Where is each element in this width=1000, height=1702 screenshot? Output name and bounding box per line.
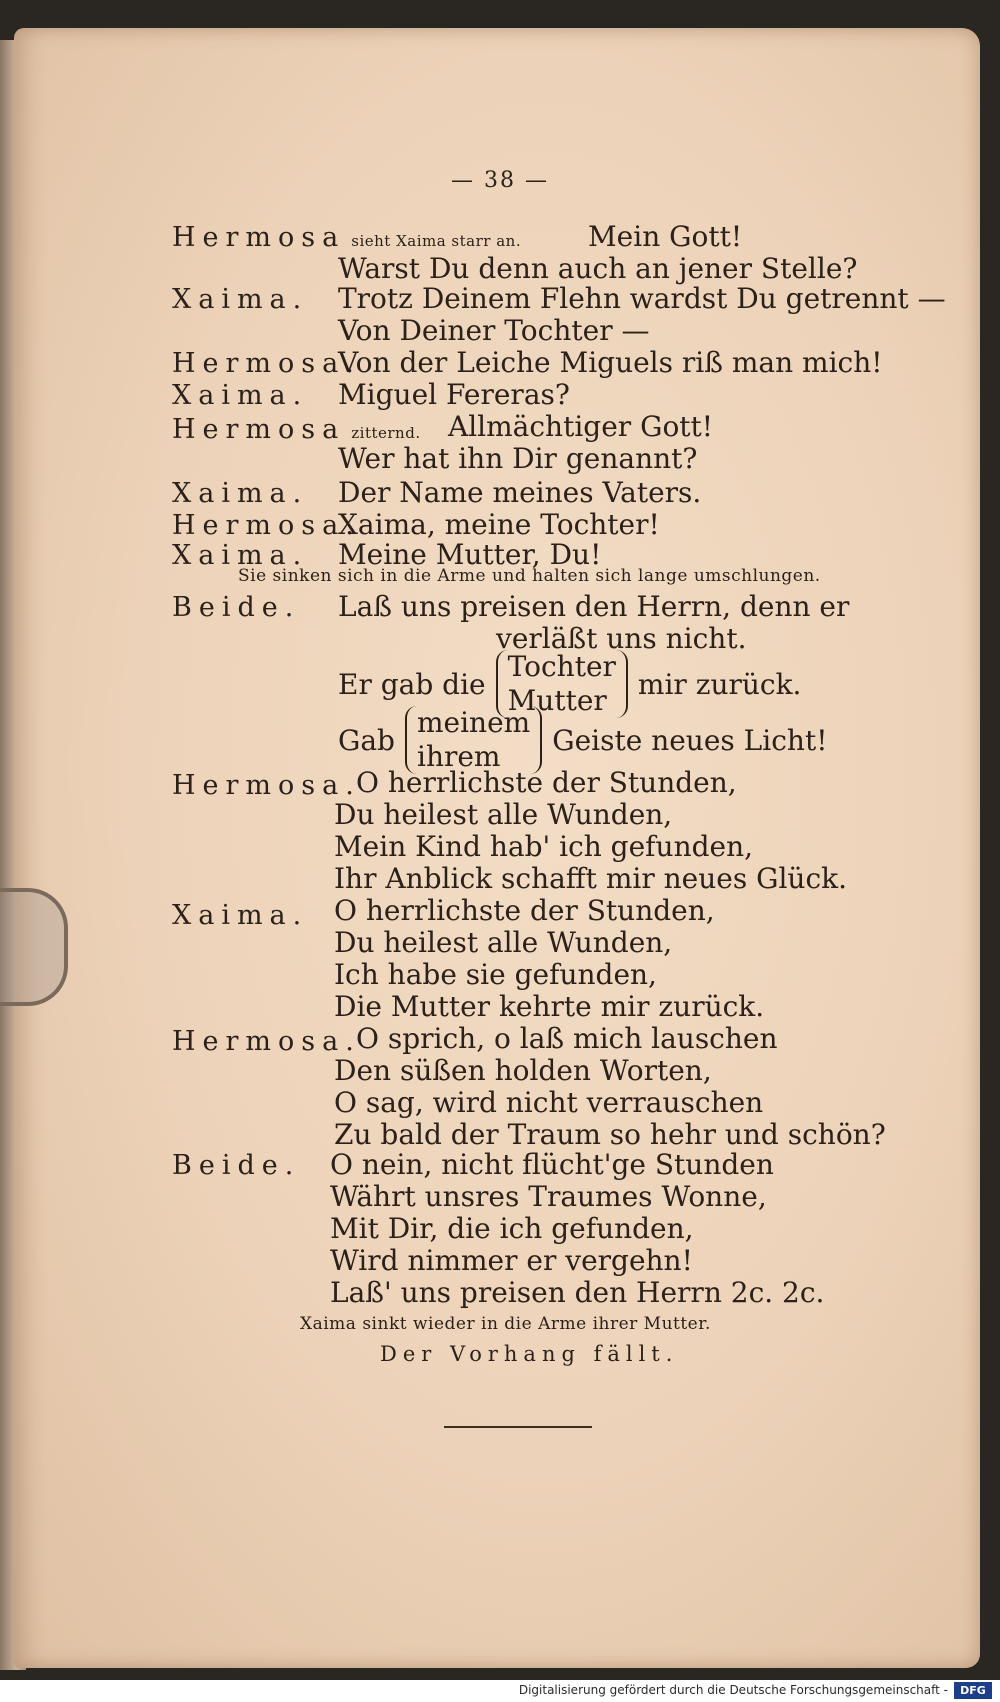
brace-line (338, 706, 827, 774)
dialogue-line: Du heilest alle Wunden, (334, 926, 673, 959)
dialogue-line: Xaima, meine Tochter! (338, 508, 660, 541)
speaker-label: Hermosa. (172, 348, 361, 379)
footer-bar (0, 1680, 1000, 1702)
dialogue-line: O herrlichste der Stunden, (356, 766, 737, 799)
dialogue-line: Mein Kind hab' ich gefunden, (334, 830, 754, 863)
dialogue-line: O herrlichste der Stunden, (334, 894, 715, 927)
closing-rule (444, 1426, 592, 1428)
page-clip (0, 888, 68, 1006)
dialogue-line: Laß' uns preisen den Herrn 2c. 2c. (330, 1276, 825, 1309)
page-number: — 38 — (451, 168, 549, 193)
stage-direction: Xaima sinkt wieder in die Arme ihrer Mutter. (300, 1314, 711, 1334)
brace-suffix: mir zurück. (637, 667, 802, 701)
dialogue-line: Miguel Fereras? (338, 378, 570, 411)
brace-option: ihrem (416, 740, 501, 773)
dialogue-line: Allmächtiger Gott! (448, 410, 714, 443)
speaker-label: Xaima. (172, 900, 309, 931)
speaker-label: Hermosa. (172, 770, 361, 801)
speaker-label: Beide. (172, 1150, 301, 1181)
speaker-label: Xaima. (172, 478, 309, 509)
speaker-label (172, 222, 521, 253)
dialogue-line: Zu bald der Traum so hehr und schön? (334, 1118, 886, 1151)
brace-option: Mutter (507, 684, 607, 717)
brace-prefix: Er gab die (338, 667, 486, 701)
dialogue-line: Den süßen holden Worten, (334, 1054, 712, 1087)
dialogue-line: Trotz Deinem Flehn wardst Du getrennt — (338, 282, 946, 315)
dialogue-line: Mit Dir, die ich gefunden, (330, 1212, 694, 1245)
dialogue-line: Ich habe sie gefunden, (334, 958, 657, 991)
dialogue-line: Von Deiner Tochter — (338, 314, 650, 347)
footer-credit: Digitalisierung gefördert durch die Deutsche Forschungsgemeinschaft - (518, 1683, 948, 1697)
dialogue-line: Wird nimmer er vergehn! (330, 1244, 693, 1277)
speaker-name: Hermosa (172, 222, 346, 253)
speaker-label: Xaima. (172, 540, 309, 571)
dialogue-line: Warst Du denn auch an jener Stelle? (338, 252, 858, 285)
speaker-label: Hermosa. (172, 1026, 361, 1057)
brace-suffix: Geiste neues Licht! (552, 723, 828, 757)
stage-direction-inline: zitternd. (351, 424, 421, 442)
dialogue-line: Laß uns preisen den Herrn, denn er (338, 590, 850, 623)
speaker-label: Beide. (172, 592, 301, 623)
speaker-label (172, 414, 421, 445)
dialogue-line: verläßt uns nicht. (496, 622, 747, 655)
speaker-label: Xaima. (172, 284, 309, 315)
brace-option: Tochter (507, 650, 616, 683)
dialogue-line: O sprich, o laß mich lauschen (356, 1022, 778, 1055)
brace-prefix: Gab (338, 723, 395, 757)
dialogue-line: Du heilest alle Wunden, (334, 798, 673, 831)
speaker-name: Hermosa (172, 414, 346, 445)
speaker-label: Xaima. (172, 380, 309, 411)
dialogue-line: Ihr Anblick schafft mir neues Glück. (334, 862, 848, 895)
stage-direction-inline: sieht Xaima starr an. (351, 232, 522, 250)
stage-direction: Sie sinken sich in die Arme und halten sich lange umschlungen. (238, 566, 821, 586)
dialogue-line: Wer hat ihn Dir genannt? (338, 442, 698, 475)
dialogue-line: Die Mutter kehrte mir zurück. (334, 990, 765, 1023)
dialogue-line: O nein, nicht flücht'ge Stunden (330, 1148, 774, 1181)
dialogue-line: Währt unsres Traumes Wonne, (330, 1180, 767, 1213)
speaker-label: Hermosa. (172, 510, 361, 541)
brace-options (405, 706, 542, 774)
dfg-logo: DFG (954, 1682, 992, 1699)
brace-option: meinem (416, 706, 531, 739)
curtain-direction: Der Vorhang fällt. (380, 1342, 679, 1366)
dialogue-line: Von der Leiche Miguels riß man mich! (338, 346, 883, 379)
dialogue-line: Meine Mutter, Du! (338, 538, 602, 571)
dialogue-line: O sag, wird nicht verrauschen (334, 1086, 764, 1119)
dialogue-line: Mein Gott! (588, 220, 743, 253)
dialogue-line: Der Name meines Vaters. (338, 476, 702, 509)
